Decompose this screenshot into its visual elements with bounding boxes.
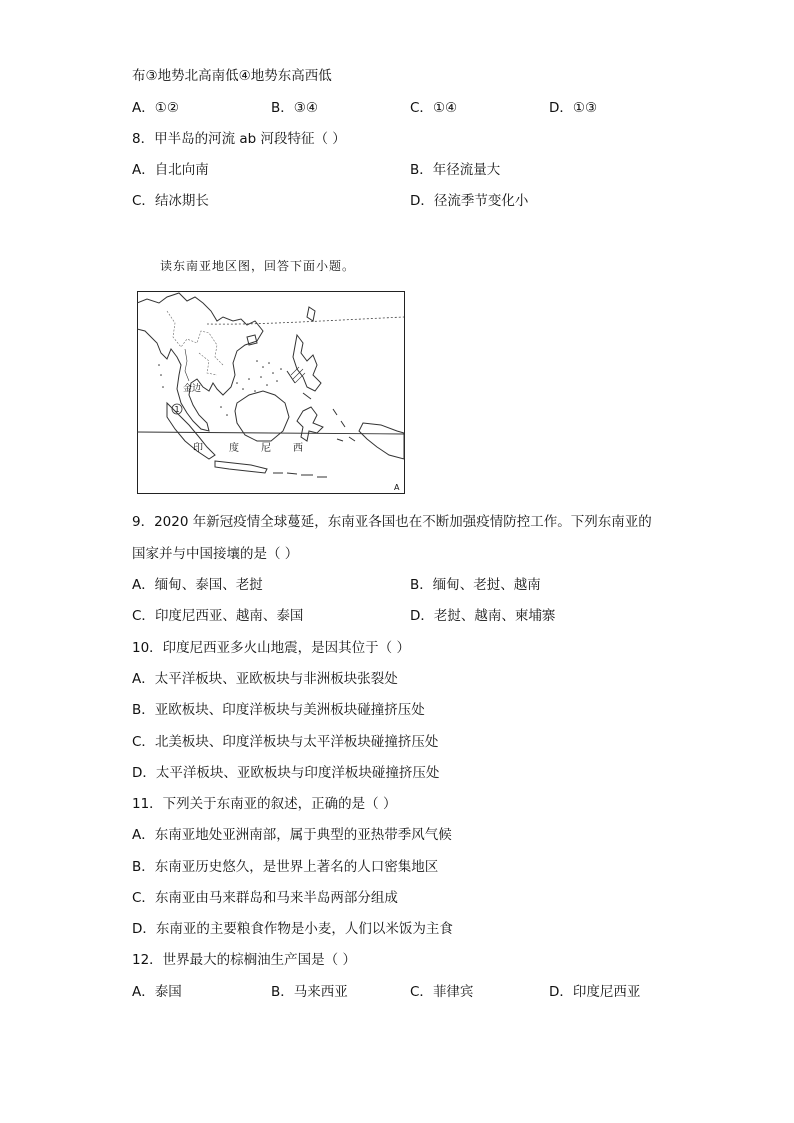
label-jinbian: 金边 xyxy=(183,384,202,394)
q9-stem-line1: 9．2020 年新冠疫情全球蔓延，东南亚各国也在不断加强疫情防控工作。下列东南亚的 xyxy=(132,514,652,530)
q11-option-a[interactable]: A．东南亚地处亚洲南部，属于典型的亚热带季风气候 xyxy=(132,827,452,843)
label-marker-1: 1 xyxy=(174,405,180,414)
q7-option-d[interactable]: D．①③ xyxy=(549,100,598,116)
q9-option-c[interactable]: C．印度尼西亚、越南、泰国 xyxy=(132,608,304,624)
q10-option-b[interactable]: B．亚欧板块、印度洋板块与美洲板块碰撞挤压处 xyxy=(132,702,425,718)
label-indonesia-2: 度 xyxy=(229,443,239,454)
q7-option-c[interactable]: C．①④ xyxy=(410,100,458,116)
q8-stem: 8．甲半岛的河流 ab 河段特征（ ） xyxy=(132,131,346,147)
q8-option-a[interactable]: A．自北向南 xyxy=(132,162,209,178)
q11-option-c[interactable]: C．东南亚由马来群岛和马来半岛两部分组成 xyxy=(132,890,398,906)
label-indonesia-3: 尼 xyxy=(261,443,271,454)
southeast-asia-map xyxy=(137,291,405,494)
q7-option-b[interactable]: B．③④ xyxy=(271,100,318,116)
q12-option-d[interactable]: D．印度尼西亚 xyxy=(549,984,641,1000)
q9-option-b[interactable]: B．缅甸、老挝、越南 xyxy=(410,577,541,593)
q7-option-a[interactable]: A．①② xyxy=(132,100,179,116)
label-indonesia-4: 西 xyxy=(293,443,303,454)
map-caption: 读东南亚地区图，回答下面小题。 xyxy=(160,259,356,273)
q12-option-a[interactable]: A．泰国 xyxy=(132,984,182,1000)
q10-option-c[interactable]: C．北美板块、印度洋板块与太平洋板块碰撞挤压处 xyxy=(132,734,439,750)
q10-option-a[interactable]: A．太平洋板块、亚欧板块与非洲板块张裂处 xyxy=(132,671,398,687)
q10-option-d[interactable]: D．太平洋板块、亚欧板块与印度洋板块碰撞挤压处 xyxy=(132,765,440,781)
q8-option-c[interactable]: C．结冰期长 xyxy=(132,193,209,209)
q11-option-b[interactable]: B．东南亚历史悠久，是世界上著名的人口密集地区 xyxy=(132,859,439,875)
q10-stem: 10．印度尼西亚多火山地震，是因其位于（ ） xyxy=(132,640,410,656)
q9-option-d[interactable]: D．老挝、越南、柬埔寨 xyxy=(410,608,556,624)
q11-stem: 11．下列关于东南亚的叙述，正确的是（ ） xyxy=(132,796,397,812)
q12-option-c[interactable]: C．菲律宾 xyxy=(410,984,474,1000)
q9-option-a[interactable]: A．缅甸、泰国、老挝 xyxy=(132,577,263,593)
q9-stem-line2: 国家并与中国接壤的是（ ） xyxy=(132,546,299,562)
q7-stem-continuation: 布③地势北高南低④地势东高西低 xyxy=(132,68,332,84)
label-corner: A xyxy=(394,483,400,492)
q12-option-b[interactable]: B．马来西亚 xyxy=(271,984,348,1000)
q8-option-d[interactable]: D．径流季节变化小 xyxy=(410,193,529,209)
q11-option-d[interactable]: D．东南亚的主要粮食作物是小麦，人们以米饭为主食 xyxy=(132,921,453,937)
label-indonesia-1: 印 xyxy=(193,443,203,454)
q12-stem: 12．世界最大的棕榈油生产国是（ ） xyxy=(132,952,356,968)
q8-option-b[interactable]: B．年径流量大 xyxy=(410,162,501,178)
